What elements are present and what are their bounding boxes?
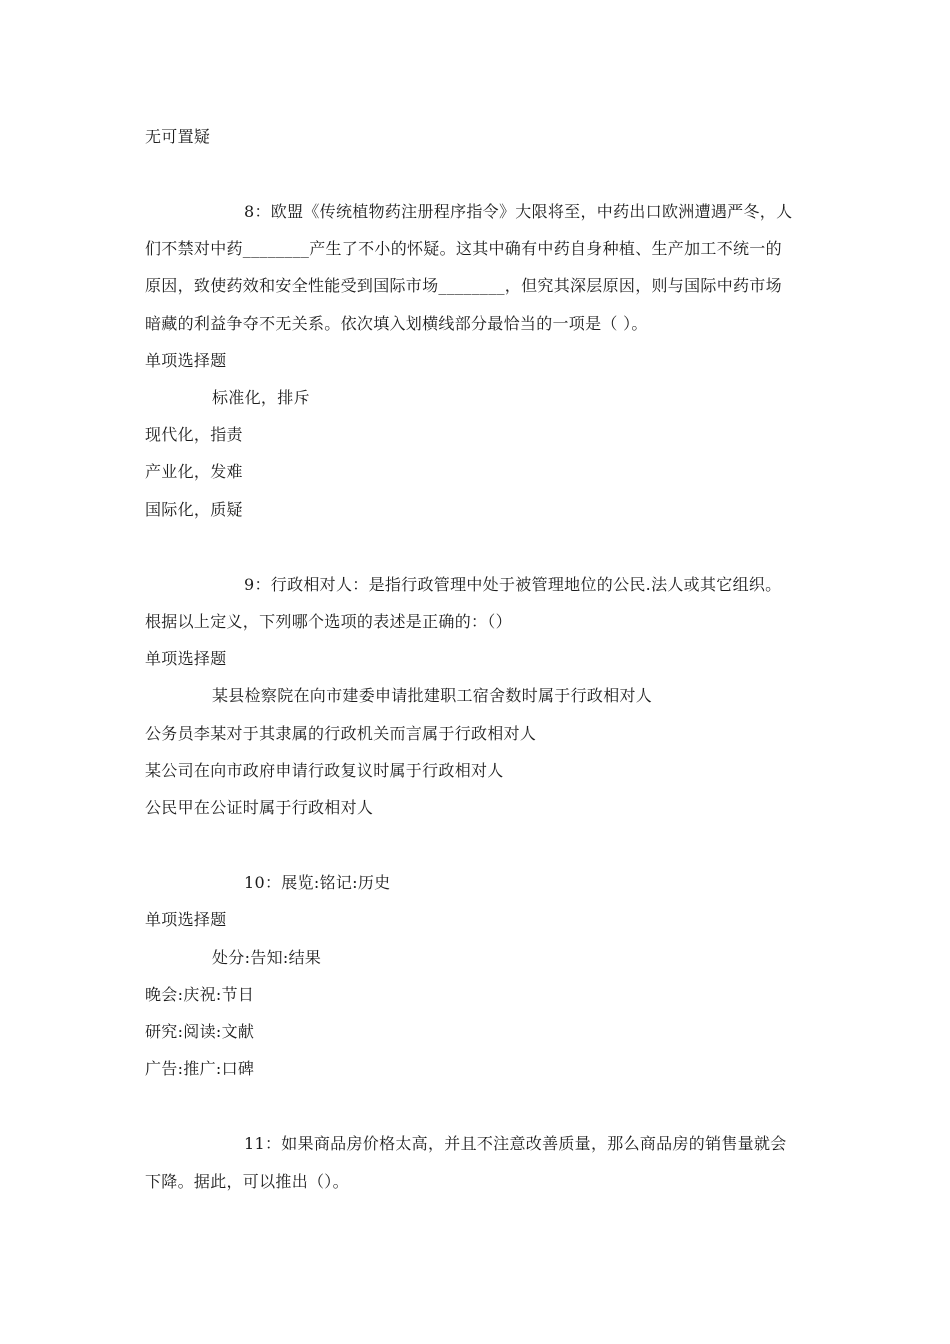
question-10-first-line (244, 873, 390, 893)
question-8-stem-line-1: 欧盟《传统植物药注册程序指令》大限将至，中药出口欧洲遭遇严冬，人 (270, 202, 793, 221)
question-9-option-a: 某县检察院在向市建委申请批建职工宿舍数时属于行政相对人 (212, 686, 653, 705)
question-8-stem-line-2: 们不禁对中药________产生了不小的怀疑。这其中确有中药自身种植、生产加工不统一的 (145, 239, 782, 258)
question-9-stem-line-1: 行政相对人：是指行政管理中处于被管理地位的公民.法人或其它组织。 (270, 575, 782, 594)
question-8-option-a: 标准化，排斥 (212, 388, 310, 407)
question-8-option-d: 国际化，质疑 (145, 500, 243, 519)
question-8-stem-line-4: 暗藏的利益争夺不无关系。依次填入划横线部分最恰当的一项是（ ）。 (145, 314, 648, 333)
question-8-option-b: 现代化，指责 (145, 425, 243, 444)
question-10-stem-line-1: 展览:铭记:历史 (281, 873, 391, 892)
question-10-type: 单项选择题 (145, 910, 227, 929)
question-9-option-b: 公务员李某对于其隶属的行政机关而言属于行政相对人 (145, 724, 537, 743)
question-9-number: 9： (244, 575, 271, 594)
question-8-type: 单项选择题 (145, 351, 227, 370)
question-9-option-c: 某公司在向市政府申请行政复议时属于行政相对人 (145, 761, 504, 780)
question-9-first-line (244, 575, 781, 595)
question-10-number: 10： (244, 873, 282, 892)
question-9-option-d: 公民甲在公证时属于行政相对人 (145, 798, 374, 817)
question-11-stem-line-2: 下降。据此，可以推出（）。 (145, 1172, 349, 1191)
question-10-option-c: 研究:阅读:文献 (145, 1022, 255, 1041)
previous-answer-fragment: 无可置疑 (145, 127, 211, 146)
question-11-stem-line-1: 如果商品房价格太高，并且不注意改善质量，那么商品房的销售量就会 (281, 1134, 787, 1153)
question-10-option-d: 广告:推广:口碑 (145, 1059, 255, 1078)
question-8-stem-line-3: 原因，致使药效和安全性能受到国际市场________，但究其深层原因，则与国际中药市场 (145, 276, 782, 295)
question-11-number: 11： (244, 1134, 282, 1153)
question-9-stem-line-2: 根据以上定义，下列哪个选项的表述是正确的：（） (145, 612, 512, 631)
question-10-option-b: 晚会:庆祝:节日 (145, 985, 255, 1004)
question-9-type: 单项选择题 (145, 649, 227, 668)
question-8-number: 8： (244, 202, 271, 221)
question-8-first-line (244, 202, 792, 222)
question-8-option-c: 产业化，发难 (145, 462, 243, 481)
question-11-first-line (244, 1134, 787, 1154)
question-10-option-a: 处分:告知:结果 (212, 948, 322, 967)
